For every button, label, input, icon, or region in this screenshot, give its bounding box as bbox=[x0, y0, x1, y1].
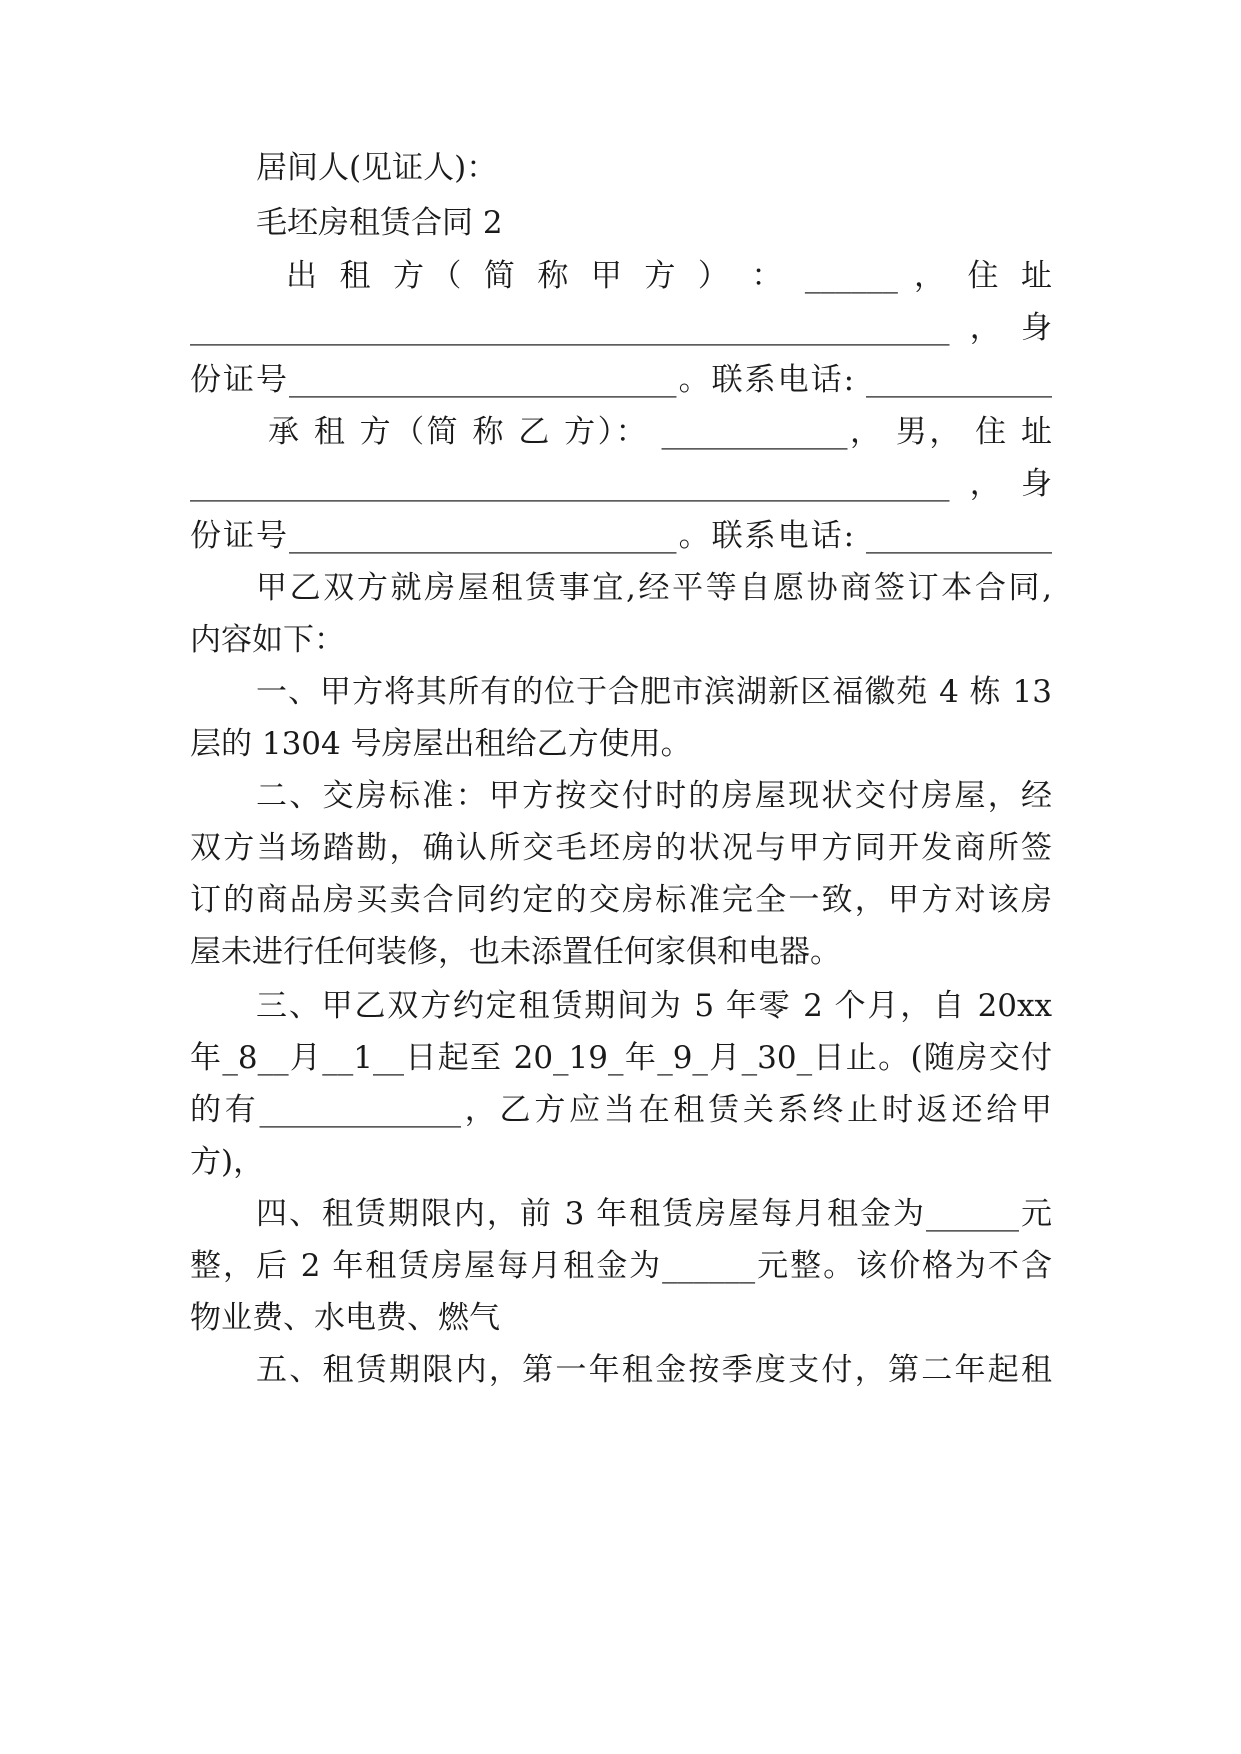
clause-5-line: 五、租赁期限内，第一年租金按季度支付，第二年起租 bbox=[256, 1352, 1052, 1388]
clause-1-line: 一、甲方将其所有的位于合肥市滨湖新区福徽苑 4 栋 13 bbox=[256, 674, 1052, 710]
lessee-address: _________________________________________________，身 bbox=[190, 466, 1052, 502]
clause-1-line: 层的 1304 号房屋出租给乙方使用。 bbox=[190, 726, 692, 762]
contract-title: 毛坯房租赁合同 2 bbox=[256, 205, 503, 241]
lessee-id-phone: 份证号_________________________。联系电话: ____________ bbox=[190, 518, 1052, 554]
clause-3-line: 三、甲乙双方约定租赁期间为 5 年零 2 个月，自 20xx bbox=[256, 988, 1052, 1024]
clause-2-line: 双方当场踏勘，确认所交毛坯房的状况与甲方同开发商所签 bbox=[190, 830, 1052, 866]
clause-3-line: 方)， bbox=[190, 1144, 265, 1180]
clause-4-line: 四、租赁期限内，前 3 年租赁房屋每月租金为______元 bbox=[256, 1196, 1052, 1232]
lessor-address: _________________________________________________，身 bbox=[190, 310, 1052, 346]
lessor-line: 出 租 方（ 简 称 甲 方 ） ： ______ ， 住 址 bbox=[286, 258, 1052, 294]
clause-4-line: 物业费、水电费、燃气 bbox=[190, 1300, 500, 1336]
witness-line: 居间人(见证人)： bbox=[256, 150, 498, 186]
lessor-id-phone: 份证号_________________________。联系电话: ____________ bbox=[190, 362, 1052, 398]
intro-paragraph-line: 内容如下： bbox=[190, 622, 345, 658]
clause-4-line: 整，后 2 年租赁房屋每月租金为______元整。该价格为不含 bbox=[190, 1248, 1052, 1284]
lessee-line: 承 租 方（简 称 乙 方）： ____________， 男， 住 址 bbox=[268, 414, 1052, 450]
clause-2-line: 二、交房标准：甲方按交付时的房屋现状交付房屋，经 bbox=[256, 778, 1052, 814]
clause-2-line: 订的商品房买卖合同约定的交房标准完全一致，甲方对该房 bbox=[190, 882, 1052, 918]
clause-3-line: 的有_____________，乙方应当在租赁关系终止时返还给甲 bbox=[190, 1092, 1052, 1128]
clause-2-line: 屋未进行任何装修，也未添置任何家俱和电器。 bbox=[190, 934, 841, 970]
clause-3-line: 年_8__月__1__日起至 20_19_年_9_月_30_日止。(随房交付 bbox=[190, 1040, 1052, 1076]
intro-paragraph-line: 甲乙双方就房屋租赁事宜,经平等自愿协商签订本合同, bbox=[256, 570, 1052, 606]
